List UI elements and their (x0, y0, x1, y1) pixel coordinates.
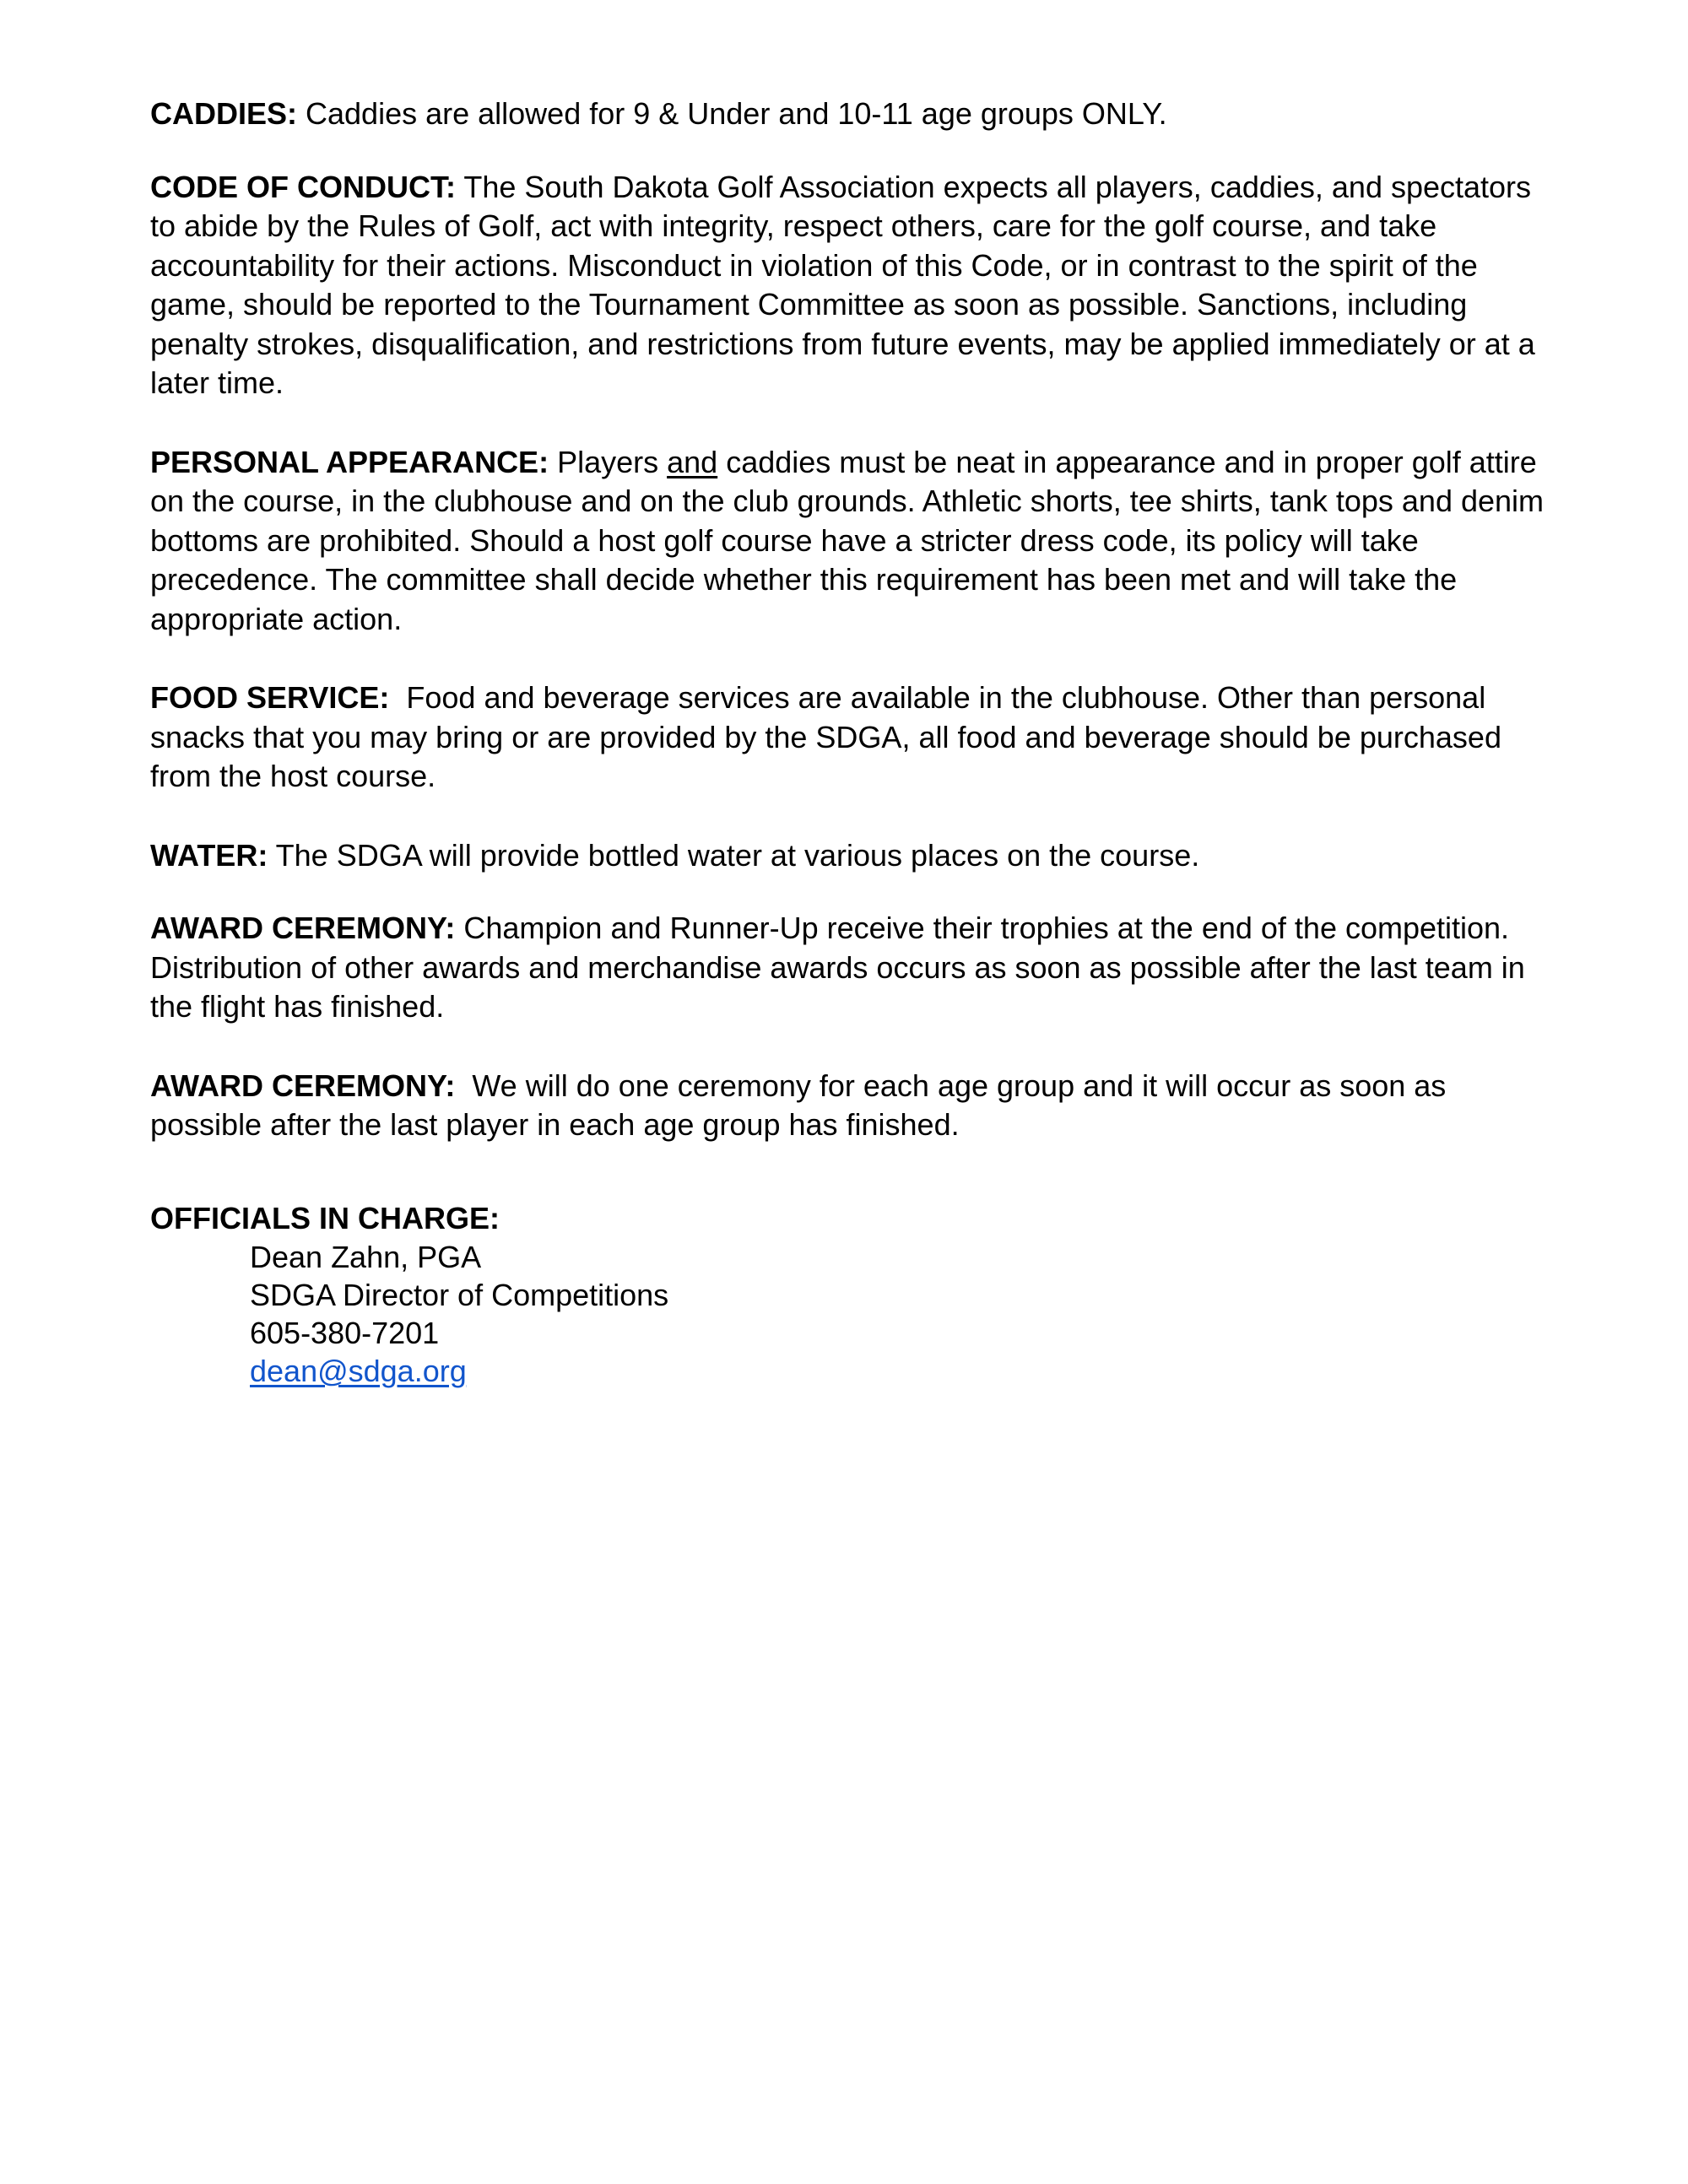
caddies-heading: CADDIES: (150, 96, 298, 131)
food-service-text: Food and beverage services are available in the clubhouse. Other than personal snacks that you may bring or are provided by the SDGA, all food and beverage should be purchased from the host course. (150, 680, 1510, 793)
award-ceremony-text-1: Champion and Runner-Up receive their trophies at the end of the competition. Distribution of other awards and merchandise awards occurs as soon as possible after the last team in the flight has finished. (150, 911, 1525, 1024)
personal-appearance-heading: PERSONAL APPEARANCE: (150, 444, 549, 479)
code-of-conduct-section (150, 168, 1551, 403)
personal-appearance-text-start: Players (549, 444, 668, 479)
award-ceremony-heading-2: AWARD CEREMONY: (150, 1068, 456, 1103)
caddies-text: Caddies are allowed for 9 & Under and 10-11 age groups ONLY. (297, 96, 1167, 131)
official-phone: 605-380-7201 (250, 1316, 440, 1350)
officials-section (150, 1199, 1551, 1391)
award-ceremony-section-2 (150, 1067, 1551, 1145)
personal-appearance-text-end: caddies must be neat in appearance and in proper golf attire on the course, in the clubhouse and on the club grounds. Athletic shorts, tee shirts, tank tops and denim bottoms are prohibited. Should a host golf course have a stricter dress code, its policy will take precedence. The committee shall decide whether this requirement has been met and will take the appropriate action. (150, 444, 1545, 636)
water-heading: WATER: (150, 837, 268, 873)
water-section (150, 836, 1551, 876)
code-of-conduct-text: The South Dakota Golf Association expects all players, caddies, and spectators to abide by the Rules of Golf, act with integrity, respect others, care for the golf course, and take accountability for their actions. Misconduct in violation of this Code, or in contrast to the spirit of the game, should be reported to the Tournament Committee as soon as possible. Sanctions, including penalty strokes, disqualification, and restrictions from future events, may be applied immediately or at a later time. (150, 169, 1535, 400)
official-contact-block (150, 1238, 1551, 1390)
food-service-section (150, 678, 1551, 797)
personal-appearance-section (150, 443, 1551, 640)
award-ceremony-heading-1: AWARD CEREMONY: (150, 911, 456, 945)
official-title: SDGA Director of Competitions (250, 1278, 669, 1312)
code-of-conduct-heading: CODE OF CONDUCT: (150, 169, 456, 204)
award-ceremony-section-1 (150, 909, 1551, 1027)
award-ceremony-text-2: We will do one ceremony for each age group and it will occur as soon as possible after the last player in each age group has finished. (150, 1068, 1455, 1142)
water-text: The SDGA will provide bottled water at various places on the course. (268, 837, 1200, 873)
official-name: Dean Zahn, PGA (250, 1240, 482, 1274)
official-email-link[interactable]: dean@sdga.org (250, 1354, 467, 1388)
food-service-heading: FOOD SERVICE: (150, 680, 390, 715)
personal-appearance-underlined-word: and (667, 444, 718, 479)
document-page (150, 95, 1551, 1390)
caddies-section (150, 95, 1551, 134)
officials-heading: OFFICIALS IN CHARGE: (150, 1200, 500, 1235)
